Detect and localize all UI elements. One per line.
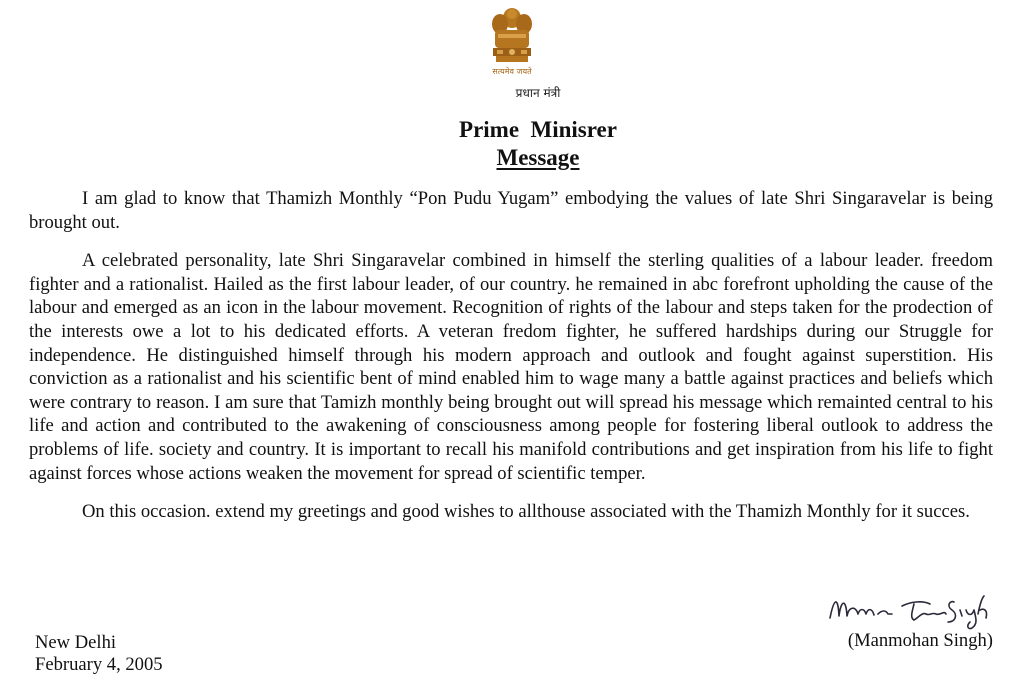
letter-header	[459, 116, 617, 172]
paragraph-intro: I am glad to know that Thamizh Monthly “Pon Pudu Yugam” embodying the values of late Shri Singaravelar is being brought out.	[29, 188, 993, 233]
paragraph-greetings: On this occasion. extend my greetings and good wishes to allthouse associated with the Thamizh Monthly for it succes.	[82, 501, 970, 523]
office-title: Prime Minisrer	[459, 117, 617, 142]
state-emblem-icon	[484, 4, 540, 80]
message-heading: Message	[496, 145, 580, 170]
place-date-block	[35, 632, 163, 676]
paragraph-main: A celebrated personality, late Shri Singaravelar combined in himself the sterling qualities of a labour leader. freedom fighter and a rationalist. Hailed as the first labour leader, of our country. he remained in abc forefront upholding the cause of the labour and emerged as an icon in the labour movement. Recognition of rights of the labour and steps taken for the prodection of the interests owe a lot to his dedicated efforts. A veteran fredom fighter, he suffered hardships during our Struggle for independence. He distinguished himself through his modern approach and outlook and fought against superstition. His conviction as a rationalist and his scientific bent of mind enabled him to wage many a battle against practices and beliefs which were contrary to reason. I am sure that Tamizh monthly being brought out will spread his message which remainted central to his life and action and contributed to the awakening of consciousness among people for fostering liberal outlook to address the problems of life. society and country. It is important to recall his manifold contributions and get inspiration from his life to fight against forces whose actions weaken the movement for spread of scientific temper.	[29, 250, 993, 484]
signatory-name: (Manmohan Singh)	[847, 630, 993, 651]
handwritten-signature	[826, 588, 994, 632]
emblem-motto: सत्यमेव जयते	[492, 67, 532, 76]
message-body	[29, 187, 993, 539]
emblem-caption: प्रधान मंत्री	[515, 86, 561, 100]
date: February 4, 2005	[35, 654, 163, 675]
place: New Delhi	[35, 632, 117, 653]
